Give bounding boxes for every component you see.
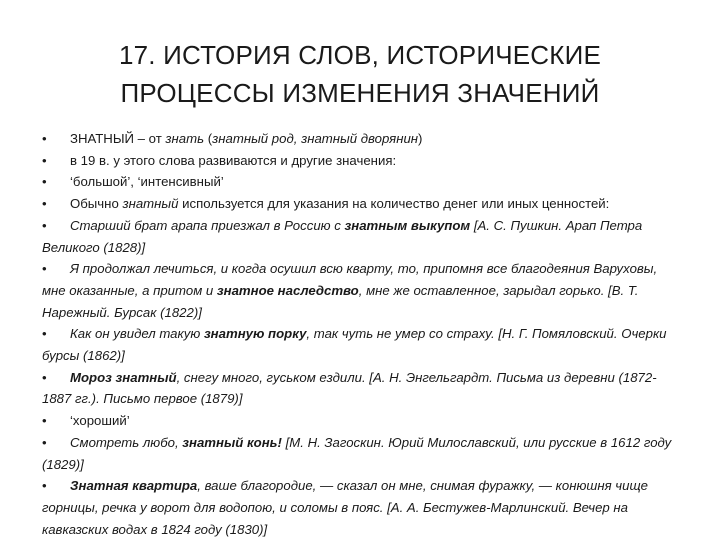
bullet-icon: • — [42, 152, 47, 168]
title-line-2: ПРОЦЕССЫ ИЗМЕНЕНИЯ ЗНАЧЕНИЙ — [120, 78, 600, 108]
bullet-icon: • — [42, 369, 47, 385]
item-bold-italic: Мороз знатный — [70, 369, 177, 385]
item-bold-italic: Знатная квартира — [70, 478, 198, 494]
list-item — [42, 258, 682, 323]
item-italic: знатный — [122, 196, 179, 212]
item-italic: [А. С. Пушкин. Арап Петра Великого (1828)] — [42, 217, 643, 255]
item-italic: знатный род, знатный дворянин — [212, 131, 419, 146]
slide-title — [60, 36, 660, 112]
bullet-icon: • — [42, 131, 47, 146]
item-italic: Старший брат арапа приезжал в Россию с — [70, 217, 345, 233]
item-bold-italic: знатную порку — [203, 326, 307, 342]
item-bold-italic: знатным выкупом — [344, 217, 471, 233]
list-item — [42, 193, 682, 215]
list-item — [42, 367, 682, 410]
item-text: ЗНАТНЫЙ – от — [70, 131, 166, 146]
item-italic: , так чуть не умер со страху. [Н. Г. Помяловский. Очерки бурсы (1862)] — [42, 326, 667, 364]
item-text: ‘большой’, ‘интенсивный’ — [70, 174, 224, 190]
item-text: ‘хороший’ — [70, 413, 130, 429]
list-item — [42, 128, 682, 150]
item-italic: , мне же оставленное, зарыдал горько. [В. Т. Нарежный. Бурсак (1822)] — [42, 282, 639, 320]
list-item — [42, 410, 682, 432]
bullet-icon: • — [42, 174, 47, 190]
bullet-icon: • — [42, 217, 47, 233]
list-item — [42, 215, 682, 258]
bullet-icon: • — [42, 326, 47, 342]
list-item — [42, 171, 682, 193]
item-italic: Как он увидел такую — [70, 326, 204, 342]
list-item — [42, 475, 682, 540]
title-line-1: 17. ИСТОРИЯ СЛОВ, ИСТОРИЧЕСКИЕ — [118, 40, 602, 70]
item-italic: , снегу много, гуськом ездили. [А. Н. Энгельгардт. Письма из деревни (1872-1887 гг.). Письмо первое (1879)] — [42, 369, 657, 407]
bullet-icon: • — [42, 434, 47, 450]
bullet-icon: • — [42, 196, 47, 212]
bullet-icon: • — [42, 413, 47, 429]
item-bold-italic: знатный конь! — [182, 434, 282, 450]
item-italic: Смотреть любо, — [70, 434, 183, 450]
item-text: ) — [418, 131, 423, 146]
item-italic: знать — [165, 131, 205, 146]
list-item — [42, 323, 682, 366]
item-text: используется для указания на количество денег или иных ценностей: — [178, 196, 610, 212]
item-text: ( — [204, 131, 213, 146]
list-item — [42, 150, 682, 172]
bullet-icon: • — [42, 261, 47, 277]
item-italic: , ваше благородие, — сказал он мне, снимая фуражку, — конюшня чище горницы, речка у ворот для водопою, и соломы в пояс. [А. А. Бестужев-Марлинский. Вечер на кавказских водах в 1824 году (1830)] — [42, 478, 649, 537]
list-item — [42, 432, 682, 475]
item-italic: [М. Н. Загоскин. Юрий Милославский, или русские в 1612 году (1829)] — [42, 434, 672, 472]
item-bold-italic: знатное наследство — [216, 282, 359, 298]
item-text: в 19 в. у этого слова развиваются и другие значения: — [70, 152, 397, 168]
slide-content — [42, 128, 682, 540]
bullet-icon: • — [42, 478, 47, 494]
item-italic: Я продолжал лечиться, и когда осушил всю кварту, то, припомня все благодеяния Варуховы, мне оказанные, а притом и — [42, 261, 658, 298]
item-text: Обычно — [70, 196, 123, 212]
